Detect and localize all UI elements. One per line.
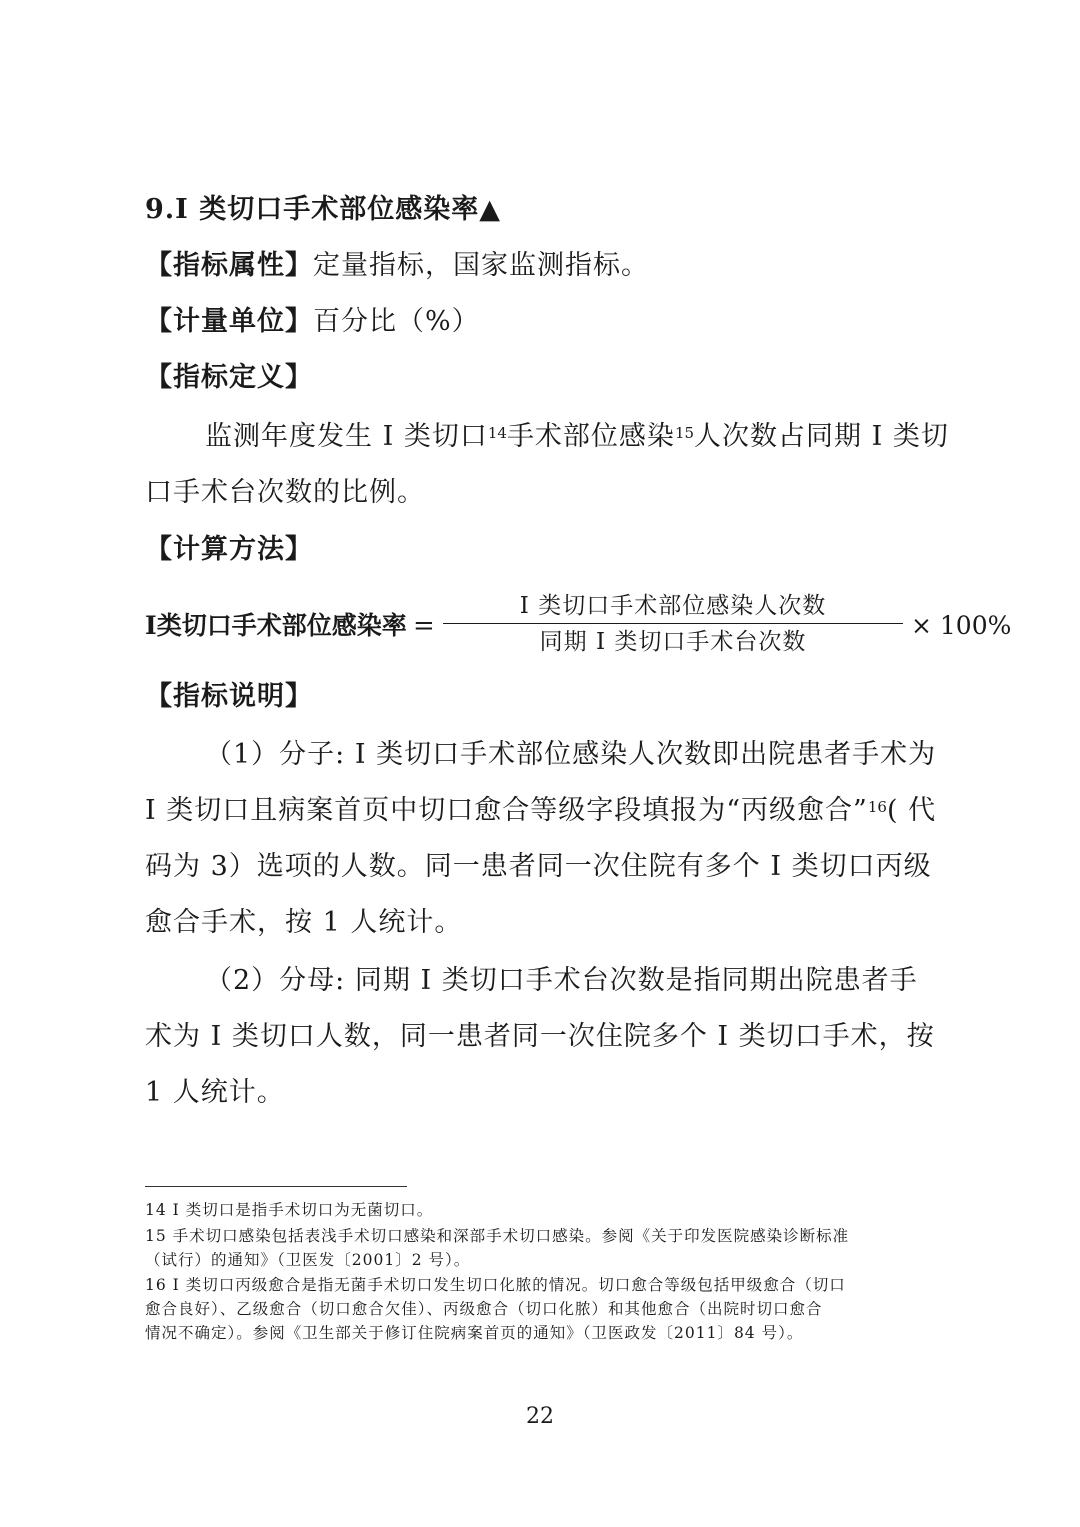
definition-line-1 xyxy=(205,417,949,457)
formula-numerator: I 类切口手术部位感染人次数 xyxy=(519,593,827,619)
section-title: 9.I 类切口手术部位感染率▲ xyxy=(145,194,501,225)
footnote-15-cont: （试行）的通知》（卫医发〔2001〕2 号）。 xyxy=(145,1251,471,1269)
formula-lhs: I类切口手术部位感染率 xyxy=(145,611,407,640)
attribute-label: 【指标属性】 xyxy=(145,250,313,281)
unit-label: 【计量单位】 xyxy=(145,306,313,337)
explanation-label: 【指标说明】 xyxy=(145,681,313,712)
definition-label: 【指标定义】 xyxy=(145,362,313,393)
explanation-p1-line-3: 码为 3）选项的人数。同一患者同一次住院有多个 I 类切口丙级 xyxy=(145,851,932,882)
explanation-p1-line-2 xyxy=(145,791,945,831)
explanation-p2-line-3: 1 人统计。 xyxy=(145,1077,285,1108)
explanation-p1-text: I 类切口且病案首页中切口愈合等级字段填报为“丙级愈合” xyxy=(145,795,868,826)
attribute-row xyxy=(145,246,945,286)
definition-text-1: 监测年度发生 I 类切口 xyxy=(205,421,488,452)
footnote-ref-16[interactable]: 16 xyxy=(867,798,887,816)
footnote-14: 14 I 类切口是指手术切口为无菌切口。 xyxy=(145,1201,434,1219)
footnote-ref-14[interactable]: 14 xyxy=(487,424,507,442)
footnote-ref-15[interactable]: 15 xyxy=(674,424,695,442)
fraction-bar xyxy=(443,623,903,624)
footnote-16-cont-1: 愈合良好）、乙级愈合（切口愈合欠佳）、丙级愈合（切口化脓）和其他愈合（出院时切口愈合 xyxy=(145,1300,823,1318)
calculation-label: 【计算方法】 xyxy=(145,534,313,565)
definition-line-2: 口手术台次数的比例。 xyxy=(145,477,425,508)
explanation-p2-line-2: 术为 I 类切口人数，同一患者同一次住院多个 I 类切口手术，按 xyxy=(145,1021,935,1052)
definition-text-3: 人次数占同期 I 类切 xyxy=(694,421,949,452)
footnote-15: 15 手术切口感染包括表浅手术切口感染和深部手术切口感染。参阅《关于印发医院感染诊断标准 xyxy=(145,1227,850,1245)
footnote-divider xyxy=(145,1186,407,1187)
definition-text-2: 手术部位感染 xyxy=(506,421,675,452)
explanation-p1-line-1: （1）分子: I 类切口手术部位感染人次数即出院患者手术为 xyxy=(205,739,937,770)
footnote-16-cont-2: 情况不确定）。参阅《卫生部关于修订住院病案首页的通知》（卫医政发〔2011〕84 号）。 xyxy=(145,1324,804,1342)
formula-fraction xyxy=(443,590,903,658)
explanation-p1-text-b: ( 代 xyxy=(886,795,937,826)
formula-equals: = xyxy=(413,611,435,641)
formula-multiplier: × 100% xyxy=(911,611,1012,640)
page-number: 22 xyxy=(526,1404,554,1429)
unit-row xyxy=(145,302,945,342)
explanation-p1-line-4: 愈合手术，按 1 人统计。 xyxy=(145,907,463,938)
formula-denominator: 同期 I 类切口手术台次数 xyxy=(539,629,807,655)
attribute-value: 定量指标，国家监测指标。 xyxy=(313,250,649,281)
footnote-16: 16 I 类切口丙级愈合是指无菌手术切口发生切口化脓的情况。切口愈合等级包括甲级愈合（切口 xyxy=(145,1276,846,1294)
explanation-p2-line-1: （2）分母: 同期 I 类切口手术台次数是指同期出院患者手 xyxy=(205,965,918,996)
calculation-formula xyxy=(145,590,1012,662)
unit-value: 百分比（%） xyxy=(313,306,480,337)
